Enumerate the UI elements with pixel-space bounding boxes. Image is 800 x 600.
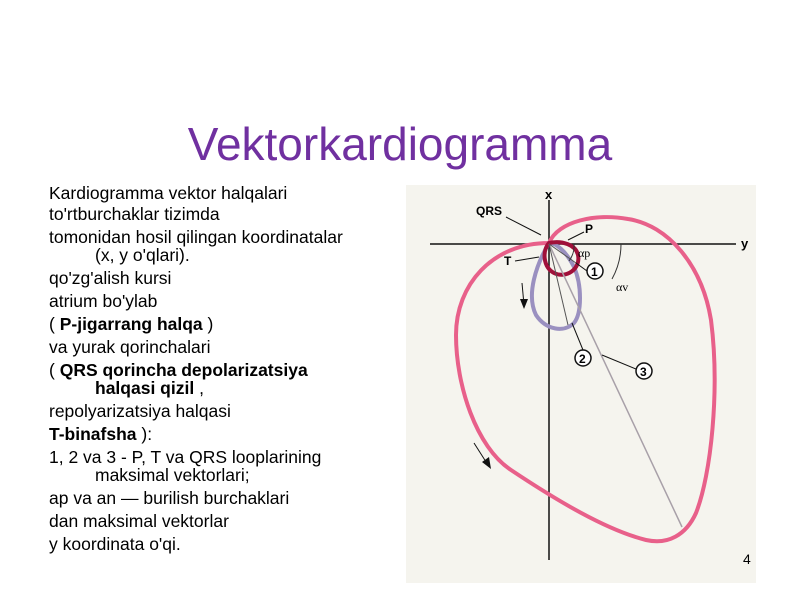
qrs-loop-term-cont: halqasi qizil [95,378,195,398]
qrs-arrow-head [482,457,491,469]
p-label: P [585,222,594,236]
vectorcardiogram-diagram [406,185,756,583]
text-line: (x, y o'qlari). [95,245,190,265]
x-axis-label: x [545,187,553,202]
t-label: T [504,254,512,268]
alpha-v-arc [612,244,621,279]
alpha-v-label: αv [616,280,629,294]
marker-1-text: 1 [591,265,598,279]
marker-2-text: 2 [579,352,586,366]
paren-open: ( [49,360,60,380]
p-leader [568,232,584,240]
text-line: repolyarizatsiya halqasi [49,401,231,421]
t-arrow-head [520,299,528,309]
comma: , [194,378,204,398]
paren-close: ): [136,424,153,444]
text-line: dan maksimal vektorlar [49,511,229,531]
slide-title: Vektorkardiogramma [187,118,613,170]
text-line: tomonidan hosil qilingan koordinatalar [49,227,343,247]
text-line: va yurak qorinchalari [49,337,211,357]
p-loop-term: P-jigarrang halqa [59,314,203,334]
qrs-loop [456,217,715,541]
text-line: to'rtburchaklar tizimda [49,204,220,224]
t-loop-term: T-binafsha [49,424,137,444]
text-line: Kardiogramma vektor halqalari [49,183,288,203]
marker-1 [587,263,603,279]
t-loop [532,243,580,329]
marker-3 [636,363,652,379]
text-line: atrium bo'ylab [49,291,158,311]
text-line: y koordinata o'qi. [49,534,181,554]
qrs-label: QRS [476,204,503,218]
t-direction-arrow [520,283,528,309]
vectorcardiogram-figure [406,185,756,583]
t-leader [515,257,539,261]
text-line [49,314,399,335]
text-line: maksimal vektorlari; [95,465,250,485]
text-line [49,378,399,399]
marker-3-text: 3 [640,365,647,379]
alpha-p-label: αp [578,246,591,260]
paren-close: ) [202,314,214,334]
qrs-leader [506,217,541,235]
body-text [49,183,399,555]
qrs-loop-term: QRS qorincha depolarizatsiya [59,360,308,380]
text-line: qo'zg'alish kursi [49,268,172,288]
marker-2 [575,350,591,366]
page-number: 4 [743,551,751,567]
y-axis-label: y [741,236,749,251]
text-line: 1, 2 va 3 - P, T va QRS looplarining [49,447,322,467]
text-line: ap va an — burilish burchaklari [49,488,290,508]
marker-2-leader [572,323,583,350]
text-line [49,424,399,445]
paren-open: ( [49,314,60,334]
